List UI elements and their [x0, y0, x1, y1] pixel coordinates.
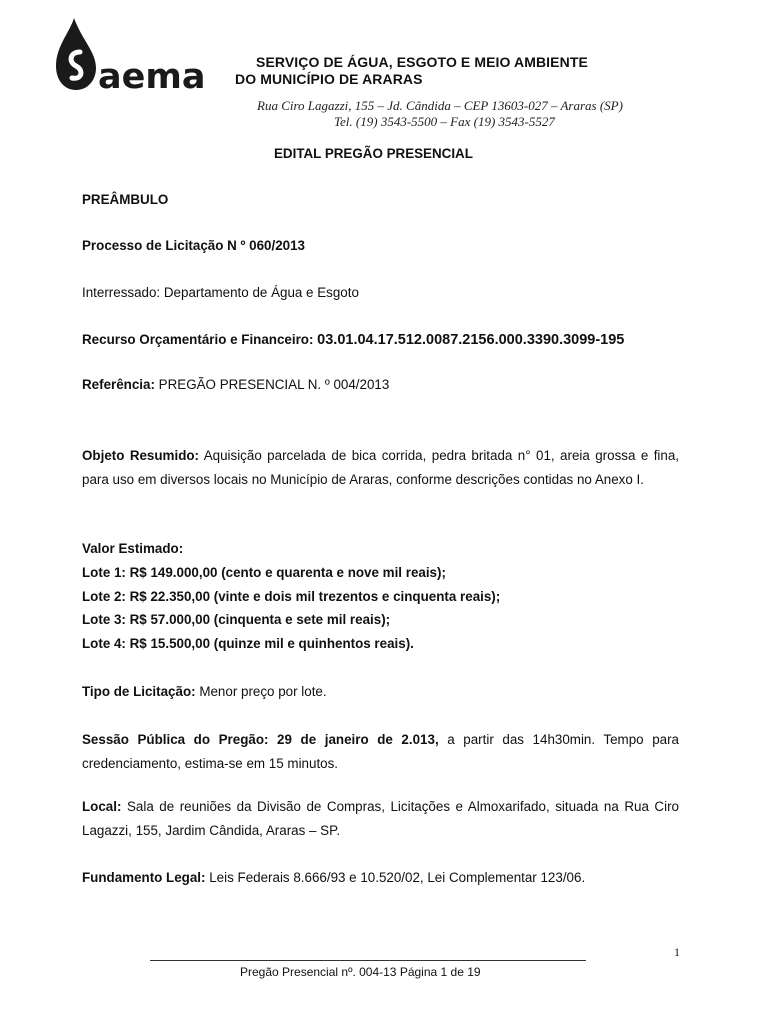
referencia-value: PREGÃO PRESENCIAL N. º 004/2013 [158, 377, 390, 392]
logo-text: aema [98, 57, 206, 94]
lote-item: Lote 2: R$ 22.350,00 (vinte e dois mil trezentos e cinquenta reais); [82, 588, 501, 604]
recurso-line [82, 328, 624, 352]
lote-item: Lote 1: R$ 149.000,00 (cento e quarenta e nove mil reais); [82, 565, 446, 580]
local-paragraph [82, 795, 679, 843]
recurso-label: Recurso Orçamentário e Financeiro: [82, 332, 314, 347]
page-number: 1 [674, 945, 680, 959]
lote-item: Lote 4: R$ 15.500,00 (quinze mil e quinhentos reais). [82, 635, 414, 651]
preamble-heading: PREÂMBULO [82, 192, 169, 207]
header-title-line1: SERVIÇO DE ÁGUA, ESGOTO E MEIO AMBIENTE [256, 54, 588, 70]
tipo-value: Menor preço por lote. [199, 684, 327, 699]
fundamento-label: Fundamento Legal: [82, 870, 206, 885]
fundamento-value: Leis Federais 8.666/93 e 10.520/02, Lei Complementar 123/06. [209, 870, 586, 885]
processo-line: Processo de Licitação N º 060/2013 [82, 238, 305, 253]
tipo-label: Tipo de Licitação: [82, 684, 196, 699]
header-phone: Tel. (19) 3543-5500 – Fax (19) 3543-5527 [334, 114, 555, 129]
local-value: Sala de reuniões da Divisão de Compras, Licitações e Almoxarifado, situada na Rua Ciro Lagazzi, 155, Jardim Cândida, Araras – SP. [82, 799, 679, 838]
header-address: Rua Ciro Lagazzi, 155 – Jd. Cândida – CEP 13603-027 – Araras (SP) [257, 98, 623, 113]
valor-estimado-label: Valor Estimado: [82, 541, 184, 556]
sessao-paragraph [82, 728, 679, 776]
interessado-line: Interressado: Departamento de Água e Esgoto [82, 285, 359, 300]
local-label: Local: [82, 799, 122, 814]
fundamento-line [82, 866, 585, 890]
objeto-label: Objeto Resumido: [82, 448, 200, 463]
recurso-value: 03.01.04.17.512.0087.2156.000.3390.3099-195 [317, 332, 625, 348]
objeto-paragraph [82, 444, 679, 492]
lotes-list [82, 561, 500, 655]
tipo-line [82, 680, 327, 704]
sessao-label: Sessão Pública do Pregão: 29 de janeiro de 2.013, [82, 732, 439, 747]
footer-divider [150, 960, 586, 961]
objeto-value: Aquisição parcelada de bica corrida, pedra britada n° 01, areia grossa e fina, para uso em diversos locais no Município de Araras, conforme descrições contidas no Anexo I. [82, 448, 680, 487]
referencia-line [82, 373, 389, 397]
sessao-value: a partir das 14h30min. Tempo para credenciamento, estima-se em 15 minutos. [82, 732, 679, 771]
header-title-line2: DO MUNICÍPIO DE ARARAS [235, 71, 423, 87]
lote-item: Lote 3: R$ 57.000,00 (cinquenta e sete mil reais); [82, 612, 391, 627]
saema-logo [50, 16, 210, 94]
document-heading: EDITAL PREGÃO PRESENCIAL [274, 146, 473, 161]
referencia-label: Referência: [82, 377, 155, 392]
footer-page-label: Pregão Presencial nº. 004-13 Página 1 de 19 [240, 965, 481, 979]
